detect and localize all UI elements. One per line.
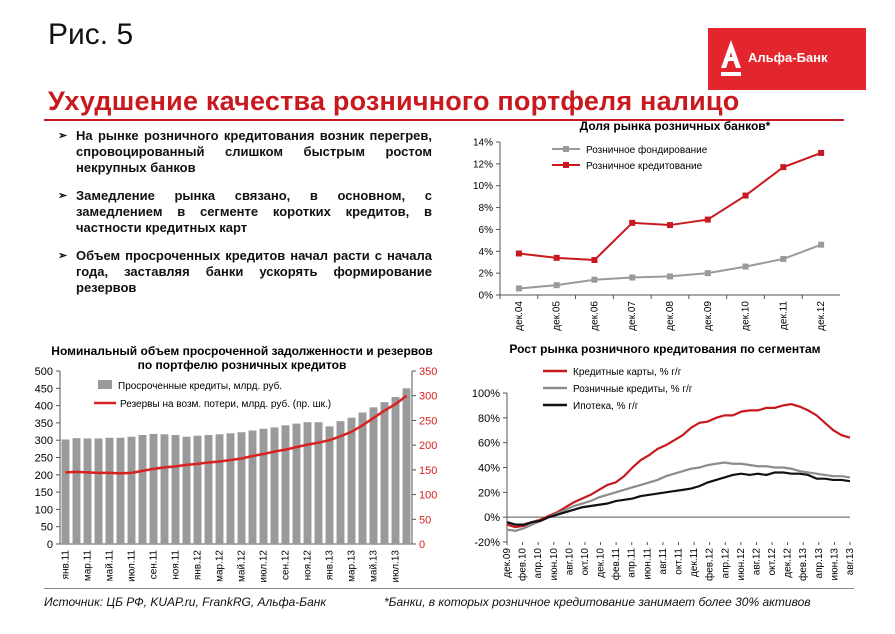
bar (139, 435, 147, 544)
bar (128, 437, 136, 544)
overdue-chart (20, 338, 450, 590)
y-tick-label-left: 200 (34, 469, 53, 482)
bar (271, 427, 279, 544)
legend-label: Розничные кредиты, % г/г (573, 384, 693, 395)
x-tick-label: авг.12 (751, 548, 763, 576)
bar (227, 433, 235, 544)
y-tick-label-right: 200 (419, 440, 438, 453)
y-tick-label-right: 50 (419, 514, 432, 527)
x-tick-label: мар.12 (214, 550, 226, 582)
bar (205, 435, 213, 544)
x-tick-label: июн.10 (548, 548, 560, 581)
y-tick-label: 80% (477, 412, 500, 425)
footnote: *Банки, в которых розничное кредитование занимает более 30% активов (384, 595, 811, 609)
x-tick-label: дек.06 (589, 301, 601, 331)
data-point (705, 270, 711, 276)
data-point (667, 273, 673, 279)
x-tick-label: окт.10 (579, 548, 591, 576)
legend-marker (563, 162, 569, 168)
market-share-chart (440, 112, 860, 342)
bar (194, 436, 202, 544)
x-tick-label: дек.12 (782, 548, 794, 578)
data-point (667, 222, 673, 228)
data-point (818, 150, 824, 156)
x-tick-label: июн.11 (642, 548, 654, 580)
arrow-bullet-icon: ➢ (58, 250, 68, 262)
x-tick-label: дек.10 (595, 548, 607, 578)
x-tick-label: дек.08 (665, 301, 676, 331)
bar (315, 422, 323, 544)
x-tick-label: дек.10 (740, 301, 752, 331)
y-tick-label: 14% (472, 137, 493, 149)
data-point (591, 277, 597, 283)
data-point (554, 282, 560, 288)
chart-title-line1: Номинальный объем просроченной задолженности и резервов (51, 344, 433, 358)
data-point (516, 285, 522, 291)
x-tick-label: авг.13 (845, 548, 856, 576)
y-tick-label: 6% (478, 224, 493, 236)
x-tick-label: дек.09 (502, 548, 513, 578)
legend-label: Кредитные карты, % г/г (573, 367, 682, 378)
x-tick-label: окт.11 (673, 548, 685, 575)
x-tick-label: дек.11 (689, 548, 701, 577)
bullet-list (58, 128, 432, 308)
x-tick-label: янв.11 (60, 550, 72, 580)
x-tick-label: май.12 (236, 550, 248, 582)
y-tick-label: 20% (477, 487, 500, 500)
y-tick-label-left: 300 (34, 435, 53, 448)
bar (84, 438, 92, 544)
data-point (780, 256, 786, 262)
data-point (818, 242, 824, 248)
bar (62, 440, 70, 544)
y-tick-label: 8% (478, 203, 493, 215)
arrow-bullet-icon: ➢ (58, 190, 68, 202)
x-tick-label: сен.11 (148, 550, 160, 580)
data-point (516, 250, 522, 256)
bar (117, 438, 125, 544)
y-tick-label: -20% (474, 537, 500, 549)
alfa-bank-logo (708, 28, 866, 90)
bar (304, 422, 312, 544)
x-tick-label: июл.13 (390, 550, 402, 583)
legend-label: Резервы на возм. потери, млрд. руб. (пр. шк.) (120, 399, 332, 410)
x-tick-label: авг.10 (564, 548, 576, 576)
y-tick-label: 0% (478, 290, 493, 302)
x-tick-label: апр.12 (720, 548, 732, 579)
x-tick-label: фев.10 (517, 548, 529, 582)
headline: Ухудшение качества розничного портфеля налицо (48, 86, 740, 116)
bar (260, 429, 268, 544)
data-point (780, 164, 786, 170)
bullet-item (58, 188, 432, 236)
legend-label: Розничное кредитование (586, 161, 703, 172)
data-point (554, 255, 560, 261)
y-tick-label: 60% (477, 437, 500, 450)
x-tick-label: дек.04 (513, 301, 525, 331)
y-tick-label-left: 100 (34, 504, 53, 517)
y-tick-label-right: 300 (419, 390, 438, 403)
bullet-item (58, 248, 432, 296)
data-point (705, 217, 711, 223)
y-tick-label-left: 350 (34, 417, 53, 430)
y-tick-label: 40% (477, 462, 500, 475)
bar (183, 437, 191, 544)
y-tick-label-right: 0 (419, 539, 426, 551)
y-tick-label-left: 500 (34, 366, 53, 378)
bar (282, 425, 290, 544)
x-tick-label: июн.12 (735, 548, 747, 581)
data-point (629, 275, 635, 281)
x-tick-label: май.11 (104, 550, 116, 582)
y-tick-label-right: 250 (419, 415, 438, 428)
bar (172, 435, 180, 544)
y-tick-label-right: 150 (419, 464, 438, 477)
x-tick-label: май.13 (368, 550, 380, 582)
logo-text: Альфа-Банк (748, 50, 828, 65)
bar (238, 432, 246, 544)
bar (73, 438, 81, 544)
segments-chart (455, 338, 865, 590)
chart-title: Рост рынка розничного кредитования по сегментам (509, 342, 821, 356)
series-line (519, 245, 821, 289)
bar (95, 438, 103, 544)
bar (161, 434, 169, 544)
bullet-text: Замедление рынка связано, в основном, с замедлением в сегменте коротких кредитов, в частности кредитных карт (76, 188, 432, 235)
bullet-text: Объем просроченных кредитов начал расти с начала года, заставляя банки ускорять формирование резервов (76, 248, 432, 295)
x-tick-label: дек.05 (551, 301, 563, 331)
alfa-a-icon (716, 36, 746, 82)
x-tick-label: июл.11 (126, 550, 138, 582)
x-tick-label: мар.11 (82, 550, 94, 582)
x-tick-label: дек.07 (627, 301, 639, 331)
bar (403, 388, 411, 544)
bar (293, 424, 301, 544)
x-tick-label: янв.12 (192, 550, 204, 581)
y-tick-label-right: 100 (419, 489, 438, 502)
data-point (629, 220, 635, 226)
legend-label: Розничное фондирование (586, 145, 708, 156)
y-tick-label: 10% (472, 181, 493, 193)
x-tick-label: дек.09 (702, 301, 714, 331)
x-tick-label: июн.13 (829, 548, 841, 581)
x-tick-label: ноя.11 (170, 550, 182, 580)
data-point (743, 264, 749, 270)
x-tick-label: апр.13 (813, 548, 825, 579)
figure-label: Рис. 5 (48, 18, 134, 51)
x-tick-label: мар.13 (346, 550, 358, 582)
legend-bar-swatch (98, 380, 112, 389)
bullet-item (58, 128, 432, 176)
data-point (591, 257, 597, 263)
x-tick-label: апр.10 (533, 548, 545, 579)
series-line (507, 404, 850, 527)
legend-label: Просроченные кредиты, млрд. руб. (118, 381, 283, 392)
bar (150, 434, 158, 544)
x-tick-label: июл.12 (258, 550, 270, 583)
bar (249, 431, 257, 544)
y-tick-label-left: 50 (40, 521, 53, 534)
x-tick-label: окт.12 (767, 548, 779, 576)
bar (106, 438, 114, 544)
y-tick-label: 100% (471, 388, 500, 400)
arrow-bullet-icon: ➢ (58, 130, 68, 142)
y-tick-label-left: 250 (34, 452, 53, 465)
y-tick-label: 12% (472, 159, 493, 171)
footer-divider (44, 588, 854, 589)
x-tick-label: фев.12 (704, 548, 716, 582)
y-tick-label: 0% (484, 512, 500, 525)
x-tick-label: дек.11 (778, 301, 790, 330)
bar (370, 407, 378, 544)
bar (348, 418, 356, 544)
chart-title-line2: по портфелю розничных кредитов (137, 358, 347, 372)
x-tick-label: фев.11 (611, 548, 623, 581)
y-tick-label: 4% (478, 246, 493, 258)
data-point (743, 193, 749, 199)
y-tick-label-left: 450 (34, 383, 53, 396)
legend-marker (563, 146, 569, 152)
bar (337, 421, 345, 544)
legend-label: Ипотека, % г/г (573, 401, 639, 412)
x-tick-label: апр.11 (626, 548, 638, 578)
y-tick-label-left: 0 (46, 539, 53, 551)
y-tick-label-left: 400 (34, 400, 53, 413)
x-tick-label: янв.13 (324, 550, 336, 581)
x-tick-label: фев.13 (798, 548, 810, 582)
bar (326, 426, 334, 544)
bar (381, 402, 389, 544)
y-tick-label-right: 350 (419, 366, 438, 378)
x-tick-label: дек.12 (816, 301, 828, 331)
x-tick-label: сен.12 (280, 550, 292, 580)
chart-title: Доля рынка розничных банков* (579, 119, 771, 133)
bar (216, 434, 224, 544)
bullet-text: На рынке розничного кредитования возник перегрев, спровоцированный слишком быстрым ростом некрупных банков (76, 128, 432, 175)
source-note: Источник: ЦБ РФ, KUAP.ru, FrankRG, Альфа-Банк (44, 595, 327, 609)
x-tick-label: авг.11 (657, 548, 669, 575)
y-tick-label-left: 150 (34, 487, 53, 500)
x-tick-label: ноя.12 (302, 550, 314, 581)
y-tick-label: 2% (478, 268, 493, 280)
bar (392, 397, 400, 544)
bar (359, 413, 367, 544)
